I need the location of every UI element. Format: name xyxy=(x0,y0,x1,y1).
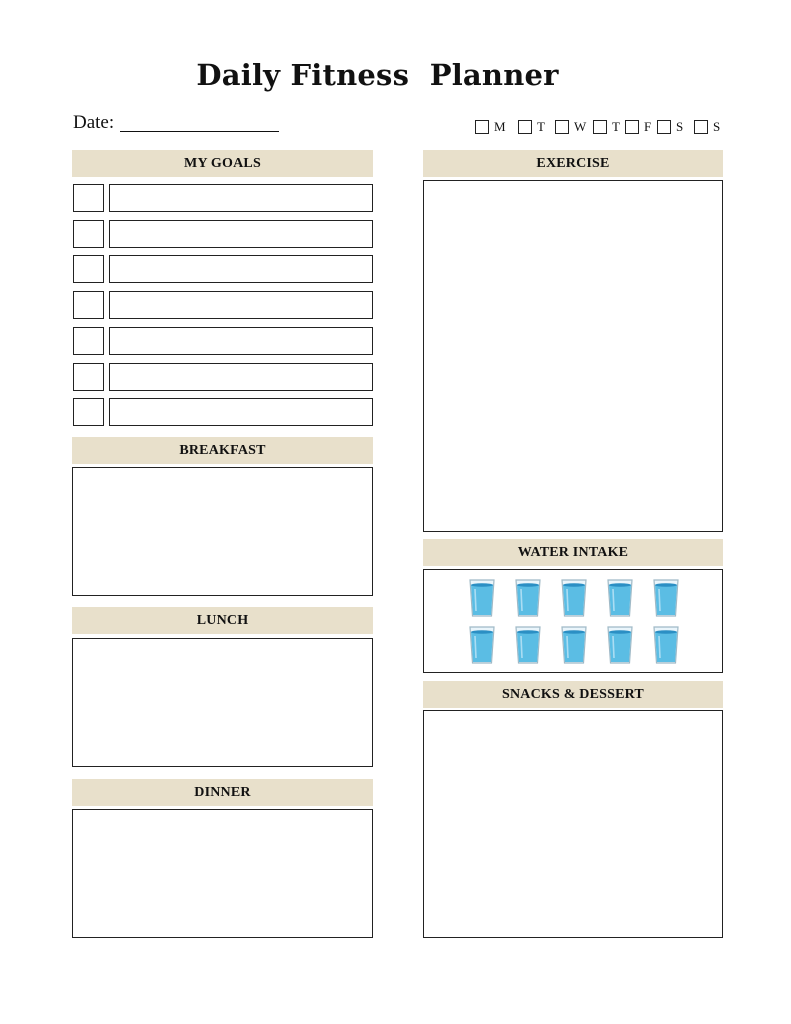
goal-input[interactable] xyxy=(109,220,373,248)
day-checkbox-icon[interactable] xyxy=(518,120,532,134)
lunch-header xyxy=(72,607,373,634)
goal-input[interactable] xyxy=(109,363,373,391)
water-glass-icon[interactable] xyxy=(607,578,633,622)
water-glass-icon[interactable] xyxy=(607,625,633,669)
exercise-box[interactable] xyxy=(423,180,723,532)
breakfast-header-label: BREAKFAST xyxy=(179,442,266,458)
snacks-box[interactable] xyxy=(423,710,723,938)
goal-input[interactable] xyxy=(109,291,373,319)
day-checkbox-icon[interactable] xyxy=(555,120,569,134)
snacks-header-label: SNACKS & DESSERT xyxy=(502,686,644,702)
weekday-selector xyxy=(475,119,725,135)
goal-checkbox[interactable] xyxy=(73,184,104,212)
dinner-header-label: DINNER xyxy=(194,784,251,800)
day-sunday[interactable]: S xyxy=(694,119,721,135)
dinner-header xyxy=(72,779,373,806)
lunch-header-label: LUNCH xyxy=(196,612,249,628)
water-glass-icon[interactable] xyxy=(653,625,679,669)
exercise-header-label: EXERCISE xyxy=(536,155,610,171)
day-checkbox-icon[interactable] xyxy=(475,120,489,134)
water-glass-icon[interactable] xyxy=(561,578,587,622)
page-title: Daily Fitness Planner xyxy=(196,58,559,92)
lunch-box[interactable] xyxy=(72,638,373,767)
day-checkbox-icon[interactable] xyxy=(694,120,708,134)
goal-checkbox[interactable] xyxy=(73,255,104,283)
day-friday[interactable]: F xyxy=(625,119,652,135)
exercise-header xyxy=(423,150,723,177)
day-checkbox-icon[interactable] xyxy=(593,120,607,134)
dinner-box[interactable] xyxy=(72,809,373,938)
water-header-label: WATER INTAKE xyxy=(517,544,629,560)
water-glass-icon[interactable] xyxy=(653,578,679,622)
day-checkbox-icon[interactable] xyxy=(657,120,671,134)
goals-header xyxy=(72,150,373,177)
goal-checkbox[interactable] xyxy=(73,220,104,248)
date-field[interactable] xyxy=(120,131,279,132)
day-tuesday[interactable]: T xyxy=(518,119,545,135)
water-glass-icon[interactable] xyxy=(515,578,541,622)
goal-input[interactable] xyxy=(109,255,373,283)
water-glass-icon[interactable] xyxy=(469,625,495,669)
date-label: Date: xyxy=(73,112,115,133)
goal-input[interactable] xyxy=(109,398,373,426)
breakfast-header xyxy=(72,437,373,464)
day-thursday[interactable]: T xyxy=(593,119,620,135)
goal-input[interactable] xyxy=(109,327,373,355)
breakfast-box[interactable] xyxy=(72,467,373,596)
snacks-header xyxy=(423,681,723,708)
water-glass-icon[interactable] xyxy=(469,578,495,622)
day-checkbox-icon[interactable] xyxy=(625,120,639,134)
day-wednesday[interactable]: W xyxy=(555,119,587,135)
goal-checkbox[interactable] xyxy=(73,398,104,426)
goal-checkbox[interactable] xyxy=(73,327,104,355)
water-glass-icon[interactable] xyxy=(515,625,541,669)
goal-checkbox[interactable] xyxy=(73,363,104,391)
water-glass-icon[interactable] xyxy=(561,625,587,669)
goal-checkbox[interactable] xyxy=(73,291,104,319)
goal-input[interactable] xyxy=(109,184,373,212)
goals-header-label: MY GOALS xyxy=(184,155,261,171)
day-monday[interactable]: M xyxy=(475,119,506,135)
day-saturday[interactable]: S xyxy=(657,119,684,135)
water-header xyxy=(423,539,723,566)
